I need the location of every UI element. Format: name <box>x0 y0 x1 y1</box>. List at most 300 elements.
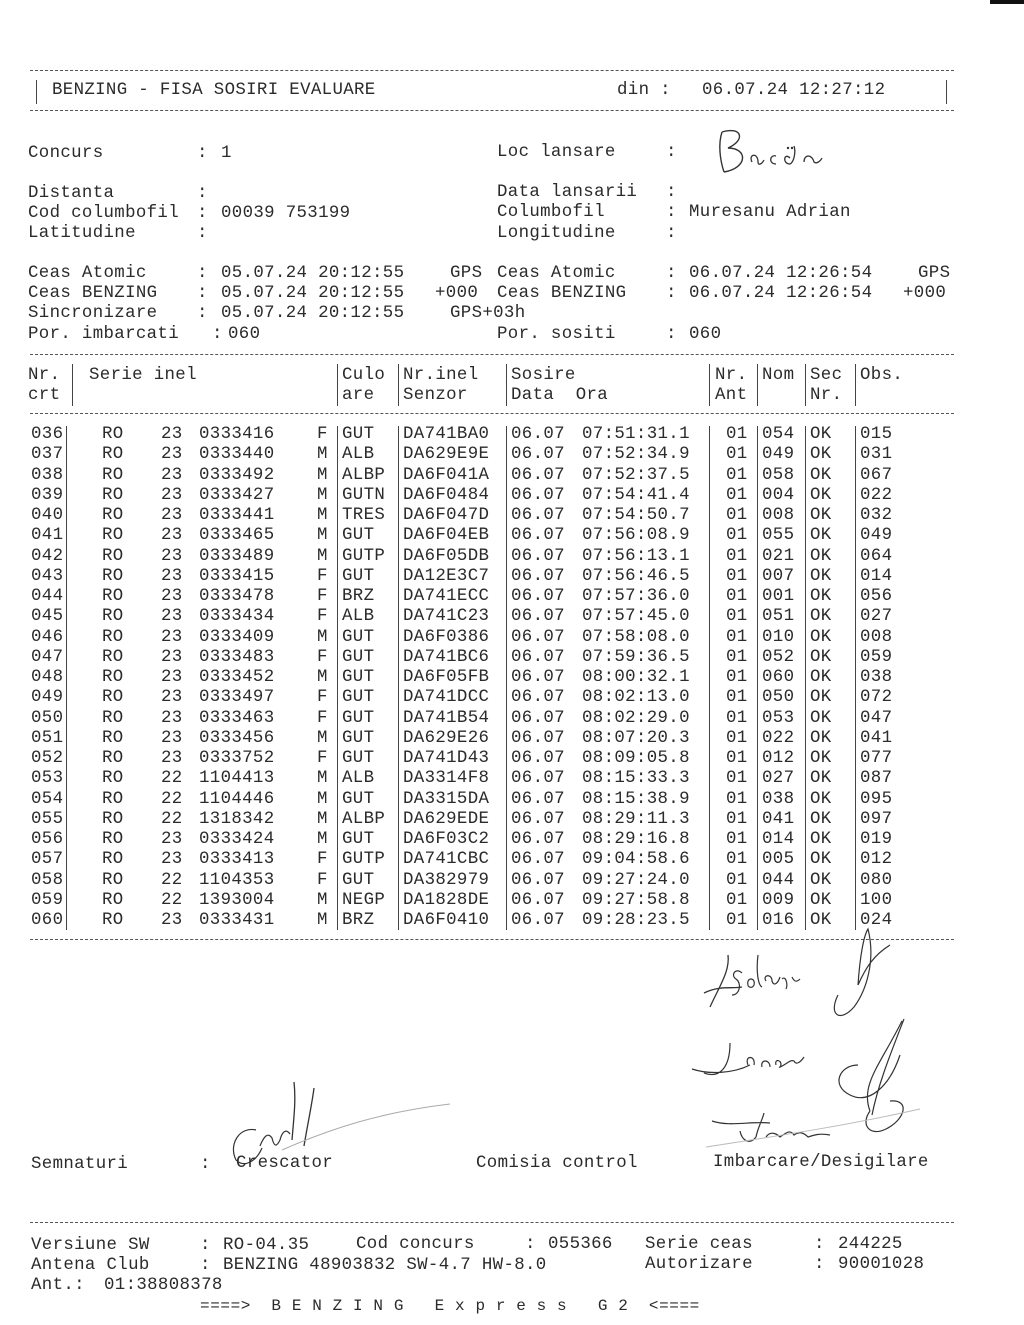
cell-sec: OK <box>810 728 832 748</box>
cell-time: 09:04:58.6 <box>582 850 690 870</box>
cell-sex: M <box>317 789 328 809</box>
cell-date: 06.07 <box>511 526 565 546</box>
table-row <box>0 769 1024 789</box>
clock-left-label: Ceas BENZING <box>28 284 158 303</box>
clock-left-suffix: +000 <box>435 284 479 303</box>
table-row <box>0 830 1024 850</box>
cell-nr: 060 <box>31 911 64 930</box>
cell-ant: 01 <box>726 749 748 768</box>
cell-obs: 072 <box>860 688 893 708</box>
cell-year: 23 <box>161 506 183 525</box>
cell-ring: 0333413 <box>199 850 275 870</box>
cell-nr: 054 <box>31 789 64 809</box>
cell-country: RO <box>102 526 124 546</box>
cell-year: 23 <box>161 485 183 505</box>
cell-ant: 01 <box>726 769 748 789</box>
cell-nom: 014 <box>762 830 795 849</box>
cell-nom: 058 <box>762 465 795 485</box>
table-row <box>0 587 1024 607</box>
cell-sex: M <box>317 890 328 910</box>
cell-nr: 057 <box>31 850 64 870</box>
cell-sec: OK <box>810 830 832 849</box>
cell-year: 22 <box>161 870 183 890</box>
cell-country: RO <box>102 728 124 748</box>
clock-right-label: Ceas BENZING <box>497 284 627 303</box>
cell-sensor: DA6F047D <box>403 506 490 525</box>
cell-obs: 056 <box>860 587 893 606</box>
cell-ant: 01 <box>726 526 748 546</box>
cell-year: 23 <box>161 425 183 444</box>
cell-sensor: DA3314F8 <box>403 769 490 789</box>
separator-colon: : <box>200 1256 211 1275</box>
cell-color: GUT <box>342 870 375 890</box>
cell-obs: 067 <box>860 465 893 485</box>
serie-ceas-value: 244225 <box>838 1235 903 1254</box>
cell-country: RO <box>102 587 124 606</box>
cell-time: 07:56:08.9 <box>582 526 690 546</box>
col-divider <box>506 426 507 930</box>
cell-obs: 031 <box>860 445 893 465</box>
cell-sensor: DA382979 <box>403 870 490 890</box>
cell-nom: 010 <box>762 627 795 647</box>
cell-year: 23 <box>161 445 183 465</box>
cell-nom: 005 <box>762 850 795 870</box>
concurs-label: Concurs <box>28 144 104 163</box>
cell-time: 07:59:36.5 <box>582 647 690 667</box>
col-divider <box>66 426 67 930</box>
cell-ring: 0333415 <box>199 566 275 586</box>
cell-time: 08:29:16.8 <box>582 830 690 849</box>
cell-country: RO <box>102 647 124 667</box>
cell-ring: 0333483 <box>199 647 275 667</box>
cell-sex: M <box>317 668 328 687</box>
cell-sex: M <box>317 809 328 829</box>
cell-year: 23 <box>161 850 183 870</box>
cell-year: 23 <box>161 911 183 930</box>
cell-sensor: DA741DCC <box>403 688 490 708</box>
cell-country: RO <box>102 566 124 586</box>
cell-color: GUT <box>342 789 375 809</box>
cell-time: 08:07:20.3 <box>582 728 690 748</box>
sync-value: 05.07.24 20:12:55 <box>221 304 405 323</box>
cell-ant: 01 <box>726 830 748 849</box>
cell-sex: F <box>317 850 328 870</box>
cell-color: GUTP <box>342 850 386 870</box>
cell-ring: 0333492 <box>199 465 275 485</box>
cell-country: RO <box>102 668 124 687</box>
table-row <box>0 749 1024 769</box>
cell-ring: 0333463 <box>199 708 275 728</box>
cell-country: RO <box>102 485 124 505</box>
cell-sec: OK <box>810 445 832 465</box>
table-row <box>0 506 1024 526</box>
cell-nom: 051 <box>762 607 795 627</box>
cell-color: ALBP <box>342 809 386 829</box>
sync-label: Sincronizare <box>28 304 158 323</box>
cell-sensor: DA741D43 <box>403 749 490 768</box>
handwritten-signatures-commission <box>690 915 930 1155</box>
cell-country: RO <box>102 769 124 789</box>
cell-color: GUT <box>342 526 375 546</box>
cell-color: GUTP <box>342 546 386 566</box>
col-divider <box>709 364 710 406</box>
cell-sex: M <box>317 506 328 525</box>
cell-date: 06.07 <box>511 546 565 566</box>
cell-color: TRES <box>342 506 386 525</box>
table-row <box>0 871 1024 891</box>
col-nr-header-2: crt <box>28 386 61 405</box>
separator-colon: : <box>666 224 677 243</box>
cell-sec: OK <box>810 688 832 708</box>
separator-colon: : <box>666 284 677 303</box>
cell-nr: 051 <box>31 728 64 748</box>
por-imbarcati-value: 060 <box>228 325 261 344</box>
cell-obs: 022 <box>860 485 893 505</box>
col-divider <box>805 426 806 930</box>
cell-ant: 01 <box>726 465 748 485</box>
cell-sensor: DA6F0410 <box>403 911 490 930</box>
cell-obs: 100 <box>860 890 893 910</box>
cell-nom: 049 <box>762 445 795 465</box>
cell-ant: 01 <box>726 647 748 667</box>
table-row <box>0 526 1024 546</box>
separator-colon: : <box>197 204 208 223</box>
cell-country: RO <box>102 890 124 910</box>
cell-country: RO <box>102 911 124 930</box>
cell-date: 06.07 <box>511 911 565 930</box>
col-divider <box>398 426 399 930</box>
cell-nr: 058 <box>31 870 64 890</box>
cell-time: 07:57:45.0 <box>582 607 690 627</box>
antena-value: BENZING 48903832 SW-4.7 HW-8.0 <box>223 1256 547 1275</box>
cell-nr: 053 <box>31 769 64 789</box>
cell-sec: OK <box>810 607 832 627</box>
separator-colon: : <box>666 203 677 222</box>
clock-left-suffix: GPS <box>450 264 483 283</box>
cell-date: 06.07 <box>511 728 565 748</box>
cell-date: 06.07 <box>511 506 565 525</box>
cell-color: BRZ <box>342 911 375 930</box>
cell-time: 07:54:41.4 <box>582 485 690 505</box>
cell-obs: 012 <box>860 850 893 870</box>
cell-year: 23 <box>161 728 183 748</box>
separator-colon: : <box>814 1255 825 1274</box>
cell-nom: 052 <box>762 647 795 667</box>
cell-color: ALB <box>342 607 375 627</box>
cell-ring: 0333752 <box>199 749 275 768</box>
separator-colon: : <box>666 325 677 344</box>
cod-columbofil-label: Cod columbofil <box>28 204 180 223</box>
cell-sensor: DA6F0484 <box>403 485 490 505</box>
cell-color: ALBP <box>342 465 386 485</box>
cell-nom: 022 <box>762 728 795 748</box>
cell-date: 06.07 <box>511 830 565 849</box>
cell-ring: 1104353 <box>199 870 275 890</box>
table-row <box>0 445 1024 465</box>
col-culoare-header: Culo <box>342 366 386 385</box>
col-nr-header: Nr. <box>28 366 61 385</box>
cell-sec: OK <box>810 749 832 768</box>
longitudine-label: Longitudine <box>497 224 616 243</box>
cell-country: RO <box>102 607 124 627</box>
signatures-label: Semnaturi <box>31 1155 129 1174</box>
col-ant-header-2: Ant <box>715 386 748 405</box>
cell-time: 07:54:50.7 <box>582 506 690 525</box>
cell-ant: 01 <box>726 890 748 910</box>
cell-year: 23 <box>161 607 183 627</box>
cell-ring: 0333497 <box>199 688 275 708</box>
cell-obs: 008 <box>860 627 893 647</box>
divider <box>30 70 954 71</box>
cell-nr: 041 <box>31 526 64 546</box>
separator-colon: : <box>197 264 208 283</box>
cell-sec: OK <box>810 809 832 829</box>
separator-colon: : <box>197 304 208 323</box>
cell-sec: OK <box>810 566 832 586</box>
cell-nr: 042 <box>31 546 64 566</box>
cell-time: 08:15:33.3 <box>582 769 690 789</box>
cell-nom: 038 <box>762 789 795 809</box>
cell-country: RO <box>102 809 124 829</box>
cell-sec: OK <box>810 870 832 890</box>
cell-sec: OK <box>810 627 832 647</box>
cell-sec: OK <box>810 647 832 667</box>
separator-colon: : <box>200 1236 211 1255</box>
table-row <box>0 668 1024 688</box>
cell-nr: 050 <box>31 708 64 728</box>
cell-nom: 009 <box>762 890 795 910</box>
cell-sensor: DA6F05FB <box>403 668 490 687</box>
col-divider <box>72 364 73 406</box>
separator-colon: : <box>197 224 208 243</box>
autorizare-label: Autorizare <box>645 1255 753 1274</box>
cell-time: 07:52:37.5 <box>582 465 690 485</box>
cell-sensor: DA629EDE <box>403 809 490 829</box>
cell-sec: OK <box>810 587 832 606</box>
cell-country: RO <box>102 506 124 525</box>
cell-sex: F <box>317 425 328 444</box>
cell-sex: F <box>317 587 328 606</box>
cell-date: 06.07 <box>511 749 565 768</box>
cell-sec: OK <box>810 911 832 930</box>
cell-obs: 049 <box>860 526 893 546</box>
cell-nr: 052 <box>31 749 64 768</box>
table-row <box>0 486 1024 506</box>
cell-obs: 038 <box>860 668 893 687</box>
cell-nom: 053 <box>762 708 795 728</box>
scan-edge-mark <box>990 0 1024 4</box>
cell-time: 08:02:13.0 <box>582 688 690 708</box>
cell-ring: 0333434 <box>199 607 275 627</box>
cell-ant: 01 <box>726 850 748 870</box>
cell-sex: M <box>317 830 328 849</box>
cell-nom: 021 <box>762 546 795 566</box>
cell-color: GUTN <box>342 485 386 505</box>
cell-obs: 015 <box>860 425 893 444</box>
cell-sex: M <box>317 526 328 546</box>
cell-sex: F <box>317 647 328 667</box>
col-divider <box>337 364 338 406</box>
cell-color: GUT <box>342 688 375 708</box>
loc-lansare-label: Loc lansare <box>497 143 616 162</box>
cell-nom: 044 <box>762 870 795 890</box>
cell-sex: M <box>317 445 328 465</box>
cell-year: 23 <box>161 526 183 546</box>
cell-nr: 045 <box>31 607 64 627</box>
divider <box>30 413 954 414</box>
col-divider <box>506 364 507 406</box>
cell-date: 06.07 <box>511 566 565 586</box>
signature-imbarcare-label: Imbarcare/Desigilare <box>713 1153 929 1172</box>
col-nom-header: Nom <box>762 366 795 385</box>
cell-nom: 016 <box>762 911 795 930</box>
cell-country: RO <box>102 870 124 890</box>
data-lansarii-label: Data lansarii <box>497 183 638 202</box>
columbofil-label: Columbofil <box>497 203 605 222</box>
col-divider <box>855 364 856 406</box>
cell-sec: OK <box>810 485 832 505</box>
cell-ring: 0333409 <box>199 627 275 647</box>
cell-color: NEGP <box>342 890 386 910</box>
cell-sex: F <box>317 566 328 586</box>
cell-obs: 032 <box>860 506 893 525</box>
col-culoare-header-2: are <box>342 386 375 405</box>
cell-date: 06.07 <box>511 668 565 687</box>
cell-sensor: DA1828DE <box>403 890 490 910</box>
table-row <box>0 790 1024 810</box>
cell-time: 07:56:46.5 <box>582 566 690 586</box>
cell-nom: 041 <box>762 809 795 829</box>
cell-sensor: DA6F05DB <box>403 546 490 566</box>
cell-sec: OK <box>810 890 832 910</box>
col-divider <box>855 426 856 930</box>
cell-sensor: DA741ECC <box>403 587 490 606</box>
cell-ring: 0333452 <box>199 668 275 687</box>
cell-year: 23 <box>161 830 183 849</box>
cell-color: ALB <box>342 769 375 789</box>
cell-sec: OK <box>810 425 832 444</box>
cell-date: 06.07 <box>511 850 565 870</box>
separator-colon: : <box>666 264 677 283</box>
cell-obs: 097 <box>860 809 893 829</box>
cell-ring: 1393004 <box>199 890 275 910</box>
cell-ring: 1104446 <box>199 789 275 809</box>
cell-sensor: DA6F041A <box>403 465 490 485</box>
cell-time: 08:02:29.0 <box>582 708 690 728</box>
cell-sex: F <box>317 607 328 627</box>
cell-ring: 0333441 <box>199 506 275 525</box>
col-divider <box>398 364 399 406</box>
cell-ant: 01 <box>726 546 748 566</box>
cell-nom: 060 <box>762 668 795 687</box>
cell-sensor: DA6F0386 <box>403 627 490 647</box>
cell-ant: 01 <box>726 668 748 687</box>
cell-time: 07:57:36.0 <box>582 587 690 606</box>
cell-date: 06.07 <box>511 789 565 809</box>
cell-ring: 0333431 <box>199 911 275 930</box>
cod-columbofil-value: 00039 753199 <box>221 204 351 223</box>
col-senzor-header: Nr.inel <box>403 366 479 385</box>
col-serie-header: Serie inel <box>89 366 197 385</box>
separator-colon: : <box>197 184 208 203</box>
cell-color: ALB <box>342 445 375 465</box>
cell-sex: M <box>317 485 328 505</box>
cell-ring: 0333416 <box>199 425 275 444</box>
cell-ant: 01 <box>726 708 748 728</box>
cell-year: 22 <box>161 789 183 809</box>
cell-nr: 038 <box>31 465 64 485</box>
cell-date: 06.07 <box>511 809 565 829</box>
divider <box>30 1222 954 1223</box>
cell-nom: 050 <box>762 688 795 708</box>
cell-country: RO <box>102 465 124 485</box>
separator-colon: : <box>197 144 208 163</box>
cell-sec: OK <box>810 708 832 728</box>
cell-sec: OK <box>810 668 832 687</box>
cod-concurs-value: 055366 <box>548 1235 613 1254</box>
cell-time: 07:58:08.0 <box>582 627 690 647</box>
versiune-label: Versiune SW <box>31 1236 150 1255</box>
cell-ant: 01 <box>726 425 748 444</box>
cell-sec: OK <box>810 465 832 485</box>
clock-right-label: Ceas Atomic <box>497 264 616 283</box>
cell-sensor: DA6F04EB <box>403 526 490 546</box>
cell-sex: M <box>317 911 328 930</box>
autorizare-value: 90001028 <box>838 1255 925 1274</box>
col-sec-header-2: Nr. <box>810 386 843 405</box>
cell-year: 22 <box>161 809 183 829</box>
col-divider <box>757 426 758 930</box>
cell-color: GUT <box>342 566 375 586</box>
separator-colon: : <box>666 183 677 202</box>
cell-sec: OK <box>810 769 832 789</box>
cell-sex: M <box>317 728 328 748</box>
cell-nom: 001 <box>762 587 795 606</box>
cell-date: 06.07 <box>511 425 565 444</box>
cell-color: GUT <box>342 627 375 647</box>
col-divider <box>337 426 338 930</box>
cell-color: GUT <box>342 708 375 728</box>
cell-sensor: DA12E3C7 <box>403 566 490 586</box>
table-row <box>0 607 1024 627</box>
antena-label: Antena Club <box>31 1256 150 1275</box>
cell-date: 06.07 <box>511 870 565 890</box>
cell-obs: 019 <box>860 830 893 849</box>
table-row <box>0 850 1024 870</box>
concurs-value: 1 <box>221 144 232 163</box>
cell-ring: 0333427 <box>199 485 275 505</box>
cell-nr: 047 <box>31 647 64 667</box>
cell-ring: 0333424 <box>199 830 275 849</box>
cell-nom: 007 <box>762 566 795 586</box>
cell-sec: OK <box>810 506 832 525</box>
cell-obs: 024 <box>860 911 893 930</box>
separator-colon: : <box>666 143 677 162</box>
cell-date: 06.07 <box>511 688 565 708</box>
clock-left-value: 05.07.24 20:12:55 <box>221 284 405 303</box>
cell-sensor: DA741C23 <box>403 607 490 627</box>
cell-year: 23 <box>161 688 183 708</box>
cell-ant: 01 <box>726 870 748 890</box>
cell-nr: 037 <box>31 445 64 465</box>
cell-sex: M <box>317 627 328 647</box>
cell-obs: 077 <box>860 749 893 768</box>
cell-year: 23 <box>161 647 183 667</box>
cell-sex: M <box>317 546 328 566</box>
cell-ant: 01 <box>726 607 748 627</box>
table-row <box>0 466 1024 486</box>
cell-obs: 041 <box>860 728 893 748</box>
